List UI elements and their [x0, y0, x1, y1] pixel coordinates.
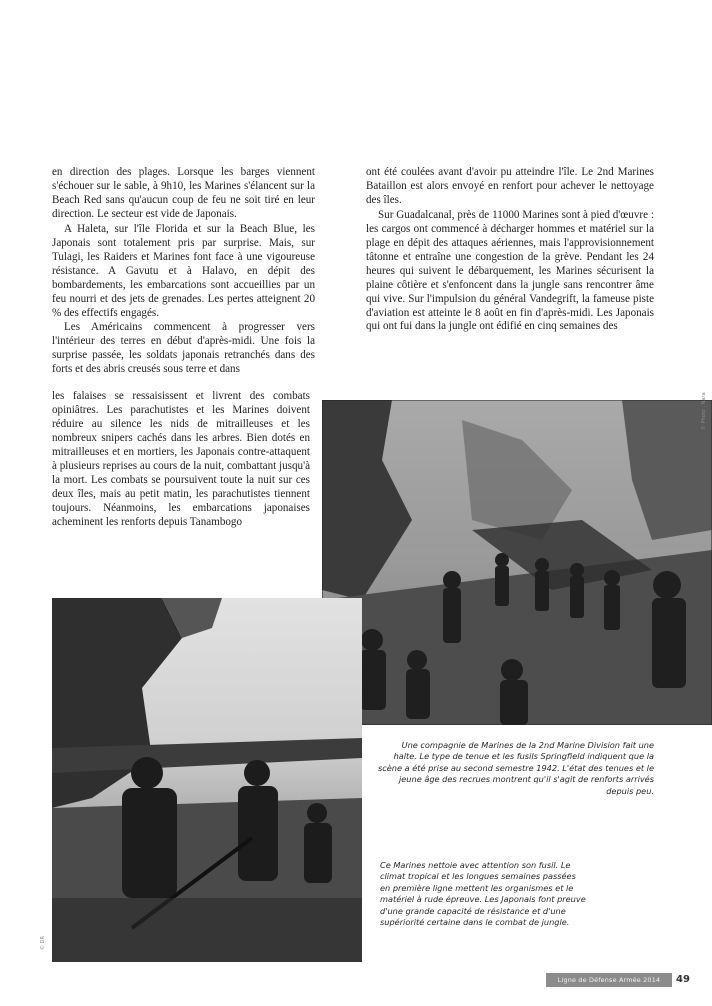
marines-column-caption: Une compagnie de Marines de la 2nd Marine Division fait une halte. Le type de tenue et les fusils Springfield indiquent que la scène a été prise au second semestre 1942. L'état des tenues et le jeune âge des recrues montrent qu'il s'agit de renforts arrivés depuis peu. [377, 740, 654, 796]
left-lower-paragraph: les falaises se ressaisissent et livrent des combats opiniâtres. Les parachutistes et les Marines doivent réduire au silence les nids de mitrailleuses et les nombreux snipers cachés dans les arbres. Bien dotés en mitrailleuses et en mortiers, les Japonais contre-attaquent à plusieurs reprises au cours de la nuit, combattant jusqu'à la mort. Les combats se poursuivent toute la nuit sur ces deux îles, mais au petit matin, les parachutistes tiennent toujours. Néanmoins, les embarcations japonaises acheminent les renforts depuis Tanambogo [52, 390, 310, 528]
right-paragraph-1: ont été coulées avant d'avoir pu atteindre l'île. Le 2nd Marines Bataillon est alors envoyé en renfort pour achever le nettoyage des îles. [366, 166, 654, 206]
page-number: 49 [676, 974, 690, 985]
photo-credit-cleaning: © DR [40, 936, 46, 950]
photo-credit-march: © Photo : Nara [701, 392, 707, 430]
article-right-column [366, 166, 654, 334]
magazine-badge: Ligne de Défense Armée 2014 [546, 973, 672, 987]
left-paragraph-1: en direction des plages. Lorsque les barges viennent s'échouer sur le sable, à 9h10, les Marines s'élancent sur la Beach Red sans qu'aucun coup de feu ne soit tiré en leur direction. Le secteur est vide de Japonais. [52, 166, 315, 220]
article-left-column-lower [52, 390, 310, 530]
article-left-column [52, 166, 315, 377]
marines-column-photo [322, 400, 712, 725]
left-paragraph-2: A Haleta, sur l'île Florida et sur la Beach Blue, les Japonais sont totalement pris par surprise. Mais, sur Tulagi, les Raiders et Marines font face à une vigoureuse résistance. A Gavutu et à Halavo, en dépit des bombardements, les embarcations sont accueillies par un feu nourri et des jets de grenades. Les pertes atteignent 20 % des effectifs engagés. [52, 222, 315, 319]
marine-cleaning-rifle-photo [52, 598, 362, 962]
right-paragraph-2: Sur Guadalcanal, près de 11000 Marines sont à pied d'œuvre : les cargos ont commencé à décharger hommes et matériel sur la plage en dépit des attaques aériennes, mais l'approvisionnement tâtonne et entraîne une congestion de la grève. Pendant les 24 heures qui suivent le débarquement, les Marines sécurisent la plaine côtière et s'enfoncent dans la jungle sans rencontrer âme qui vive. Sur l'impulsion du général Vandegrift, la fameuse piste d'aviation est atteinte le 8 août en fin d'après-midi. Les Japonais qui ont fui dans la jungle ont édifié en cinq semaines des [366, 208, 654, 333]
left-paragraph-3: Les Américains commencent à progresser vers l'intérieur des terres en début d'après-midi. Une fois la surprise passée, les soldats japonais retranchés dans des forts et des abris creusés sous terre et dans [52, 321, 315, 376]
marine-cleaning-caption: Ce Marines nettoie avec attention son fusil. Le climat tropical et les longues semaines passées en première ligne mettent les organismes et le matériel à rude épreuve. Les Japonais font preuve d'une grande capacité de résistance et d'une supériorité certaine dans le combat de jungle. [380, 860, 586, 928]
